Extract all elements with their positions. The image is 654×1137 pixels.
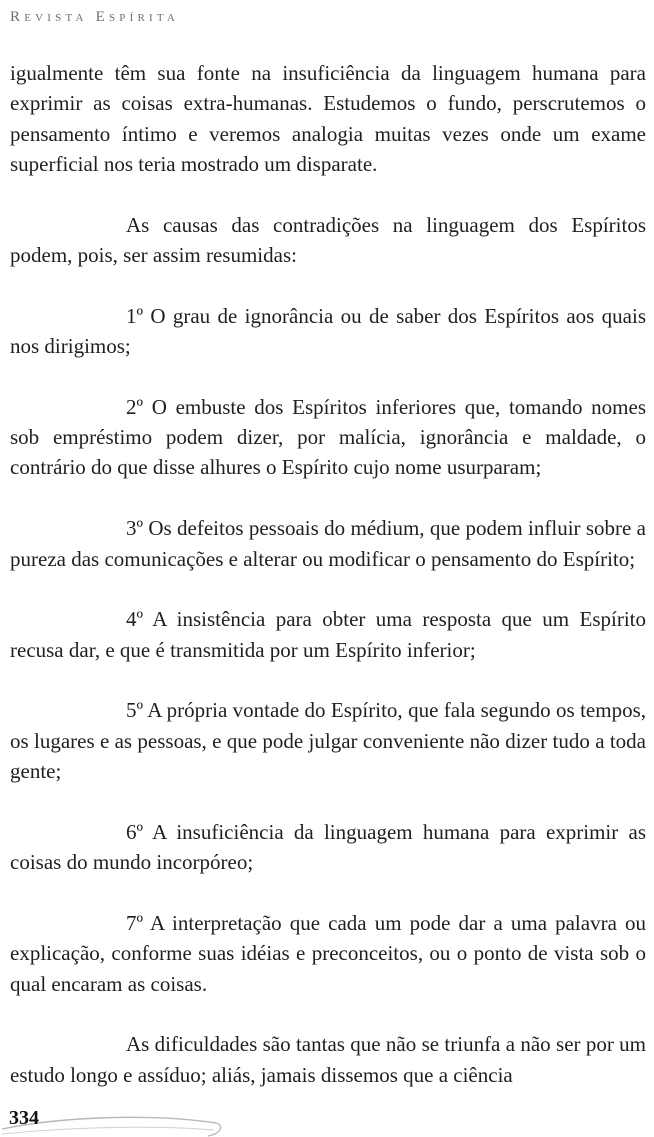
paragraph-intro: As causas das contradições na linguagem dos Espíritos podem, pois, ser assim resumidas: xyxy=(10,212,646,267)
list-item-6: 6º A insuficiência da linguagem humana para exprimir as coisas do mundo incorpóreo; xyxy=(10,819,646,875)
paragraph-continuation: igualmente têm sua fonte na insuficiência da linguagem humana para exprimir as coisas extra-humanas. Estudemos o fundo, perscrutemos o pensamento íntimo e veremos analogia muitas vezes onde um exame superficial nos teria mostrado um disparate. xyxy=(10,61,646,176)
page-number: 334 xyxy=(9,1107,39,1129)
list-item-2: 2º O embuste dos Espíritos inferiores que, tomando nomes sob empréstimo podem dizer, por malícia, ignorância e maldade, o contrário do que disse alhures o Espírito cujo nome usurparam; xyxy=(10,394,646,480)
list-item-3: 3º Os defeitos pessoais do médium, que podem influir sobre a pureza das comunicações e alterar ou modificar o pensamento do Espírito; xyxy=(10,516,646,571)
paragraph-closing: As dificuldades são tantas que não se triunfa a não ser por um estudo longo e assíduo; aliás, jamais dissemos que a ciência xyxy=(10,1032,646,1087)
list-item-1: 1º O grau de ignorância ou de saber dos Espíritos aos quais nos dirigimos; xyxy=(10,303,646,359)
list-item-7: 7º A interpretação que cada um pode dar a uma palavra ou explicação, conforme suas idéias e preconceitos, ou o ponto de vista sob o qual encaram as coisas. xyxy=(10,910,646,996)
page-footer xyxy=(0,1103,654,1137)
list-item-5: 5º A própria vontade do Espírito, que fala segundo os tempos, os lugares e as pessoas, e que pode julgar conveniente não dizer tudo a toda gente; xyxy=(10,698,646,784)
list-item-4: 4º A insistência para obter uma resposta que um Espírito recusa dar, e que é transmitida por um Espírito inferior; xyxy=(10,607,646,662)
running-header: Revista Espírita xyxy=(10,9,180,25)
footer-swoosh-ornament xyxy=(0,1103,260,1137)
body-text xyxy=(10,58,646,1090)
